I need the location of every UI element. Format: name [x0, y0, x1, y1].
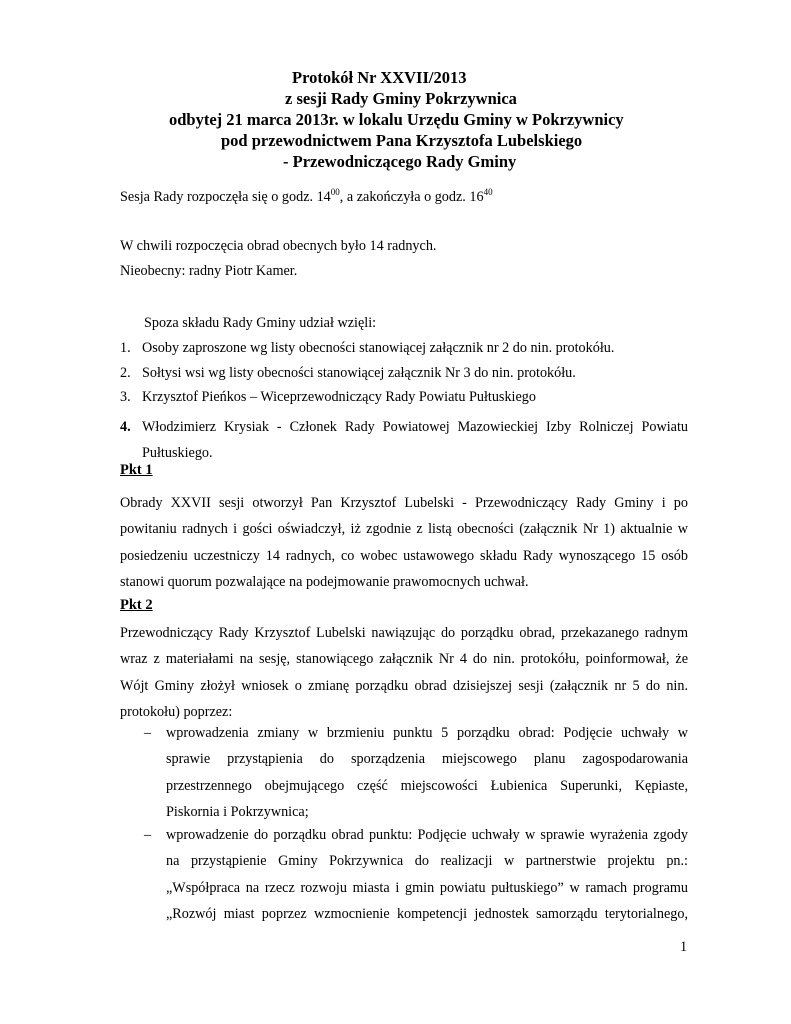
session-start-text: Sesja Rady rozpoczęła się o godz. 14 — [120, 189, 331, 205]
bullet-line: sprawie przystąpienia do sporządzenia miejscowego planu zagospodarowania — [166, 751, 688, 768]
paragraph-line: stanowi quorum pozwalające na podejmowanie prawomocnych uchwał. — [120, 574, 529, 591]
paragraph-line: wraz z materiałami na sesję, stanowiącego załącznik Nr 4 do nin. protokółu, poinformował, że — [120, 651, 688, 668]
dash-bullet: – — [144, 725, 152, 741]
paragraph-line: Przewodniczący Rady Krzysztof Lubelski nawiązując do porządku obrad, przekazanego radnym — [120, 625, 688, 641]
document-title — [0, 67, 791, 172]
bullet-line: na przystąpienie Gminy Pokrzywnica do realizacji w partnerstwie projektu pn.: — [166, 853, 688, 870]
guest-item-text: Krzysztof Pieńkos – Wiceprzewodniczący Rady Powiatu Pułtuskiego — [142, 389, 536, 405]
guest-item-text — [142, 414, 688, 466]
pkt2-paragraph — [120, 620, 688, 726]
pkt1-paragraph — [120, 490, 688, 596]
guests-intro: Spoza składu Rady Gminy udział wzięli: — [144, 315, 377, 331]
title-line-4: pod przewodnictwem Pana Krzysztofa Lubelskiego — [221, 131, 583, 150]
guest-item-number: 1. — [120, 340, 131, 356]
guest-item-text: Sołtysi wsi wg listy obecności stanowiącej załącznik Nr 3 do nin. protokółu. — [142, 365, 576, 381]
session-time-line — [120, 189, 493, 206]
guest-item-number: 3. — [120, 389, 131, 405]
guest-item-text-line: Włodzimierz Krysiak - Członek Rady Powiatowej Mazowieckiej Izby Rolniczej Powiatu — [142, 419, 688, 435]
paragraph-line: Obrady XXVII sesji otworzył Pan Krzysztof Lubelski - Przewodniczący Rady Gminy i po — [120, 495, 688, 511]
bullet-text — [166, 822, 688, 928]
paragraph-line: Wójt Gminy złożył wniosek o zmianę porządku obrad dzisiejszej sesji (załącznik nr 5 do nin. — [120, 677, 688, 694]
page-number: 1 — [680, 939, 688, 955]
bullet-line: wprowadzenie do porządku obrad punktu: Podjęcie uchwały w sprawie wyrażenia zgody — [166, 827, 688, 843]
paragraph-line: protokołu) poprzez: — [120, 704, 233, 721]
session-start-minutes: 00 — [330, 187, 340, 197]
section-heading-pkt2: Pkt 2 — [120, 597, 153, 613]
bullet-line: Piskornia i Pokrzywnica; — [166, 804, 309, 821]
dash-bullet: – — [144, 827, 152, 843]
section-heading-pkt1: Pkt 1 — [120, 462, 153, 478]
paragraph-line: powitaniu radnych i gości oświadczył, iż zgodnie z listą obecności (załącznik Nr 1) aktualnie w — [120, 521, 688, 538]
bullet-line: przestrzennego obejmującego część miejscowości Łubienica Superunki, Kępiaste, — [166, 777, 688, 794]
title-line-3: odbytej 21 marca 2013r. w lokalu Urzędu Gminy w Pokrzywnicy — [169, 110, 624, 129]
bullet-line: „Rozwój miast poprzez wzmocnienie kompetencji jednostek samorządu terytorialnego, — [166, 906, 688, 923]
attendance-absent: Nieobecny: radny Piotr Kamer. — [120, 263, 298, 279]
attendance-present: W chwili rozpoczęcia obrad obecnych było 14 radnych. — [120, 238, 437, 254]
paragraph-line: posiedzeniu uczestniczy 14 radnych, co wobec ustawowego składu Rady wynoszącego 15 osób — [120, 547, 688, 564]
bullet-text — [166, 720, 688, 826]
bullet-line: „Współpraca na rzecz rozwoju miasta i gmin powiatu pułtuskiego” w ramach programu — [166, 879, 688, 896]
title-line-2: z sesji Rady Gminy Pokrzywnica — [285, 89, 517, 108]
title-line-1: Protokół Nr XXVII/2013 — [292, 68, 467, 87]
bullet-line: wprowadzenia zmiany w brzmieniu punktu 5 porządku obrad: Podjęcie uchwały w — [166, 725, 688, 741]
guest-item-text: Osoby zaproszone wg listy obecności stanowiącej załącznik nr 2 do nin. protokółu. — [142, 340, 615, 356]
title-line-5: - Przewodniczącego Rady Gminy — [283, 152, 517, 171]
guest-item-number: 2. — [120, 365, 131, 381]
guest-item-number: 4. — [120, 419, 131, 435]
session-end-minutes: 40 — [483, 187, 493, 197]
session-end-text: , a zakończyła o godz. 16 — [339, 189, 484, 205]
guest-item-text-line: Pułtuskiego. — [142, 445, 213, 461]
